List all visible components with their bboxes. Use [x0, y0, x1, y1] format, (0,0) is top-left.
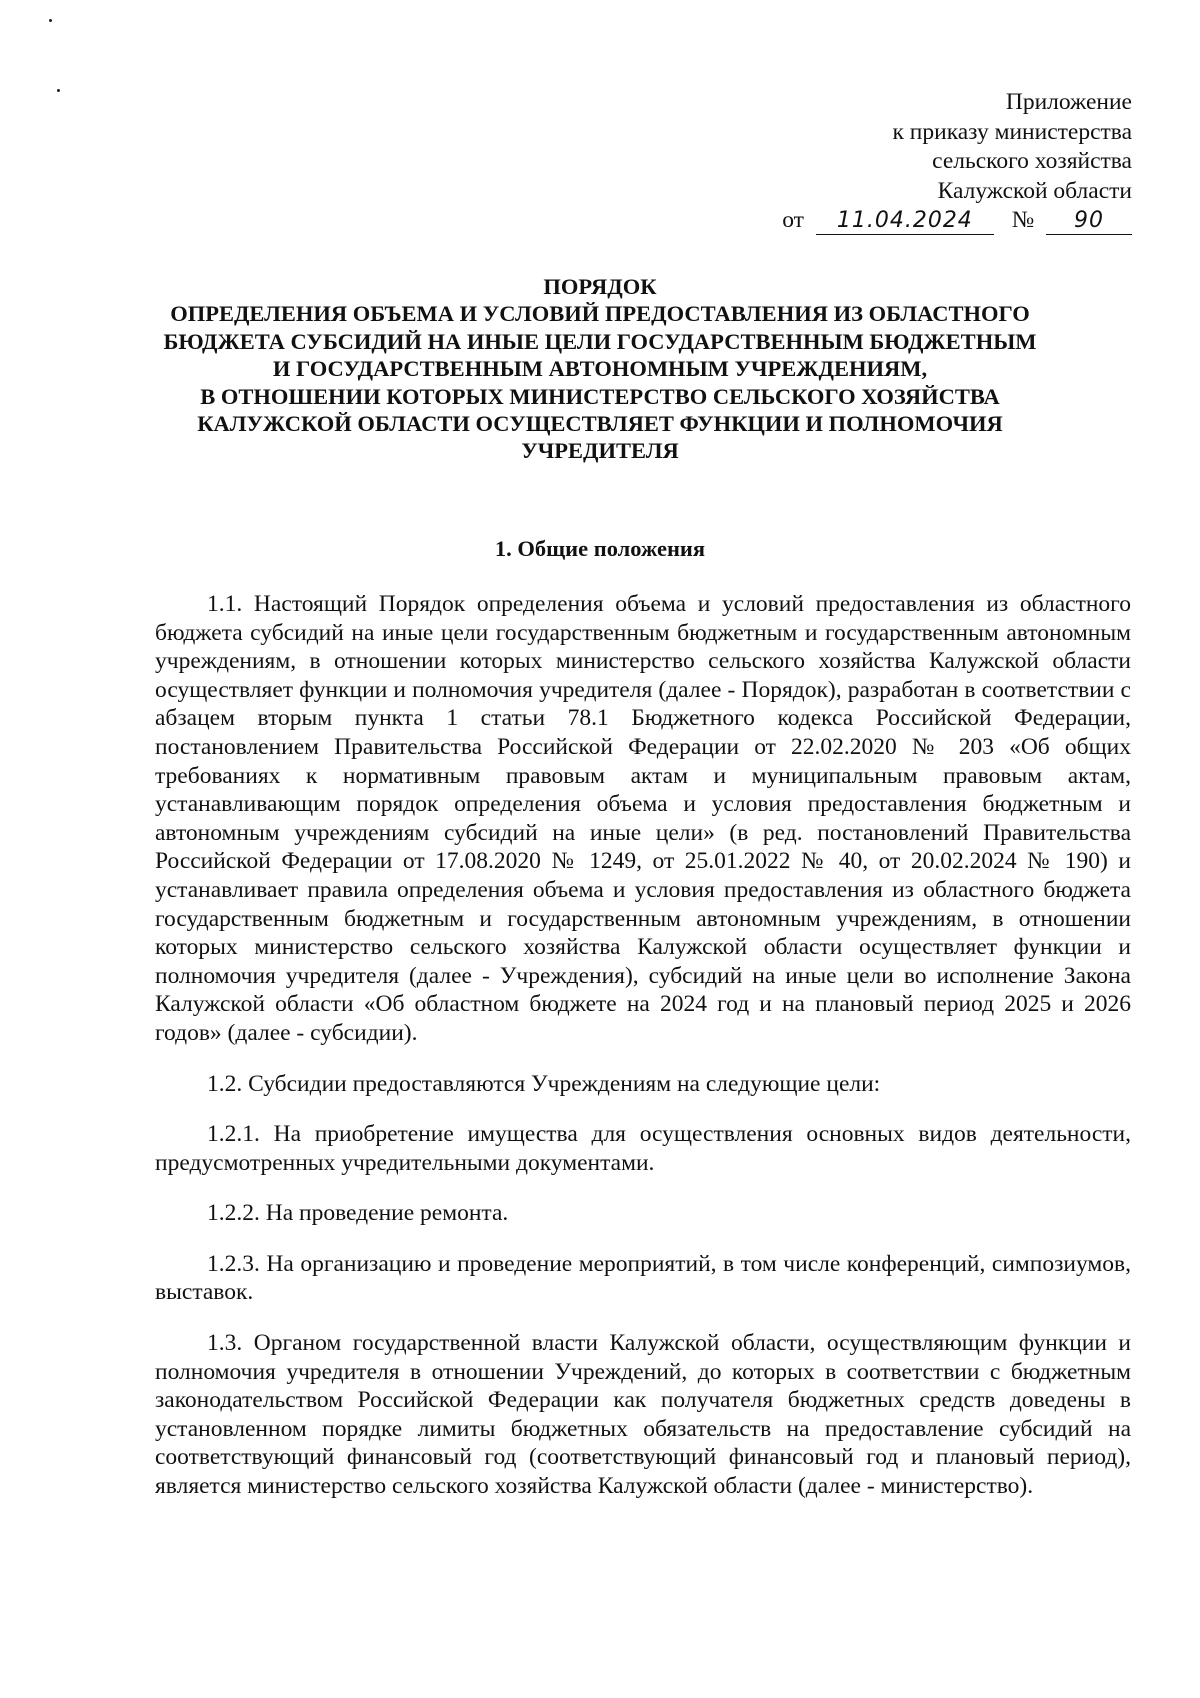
scan-speck: [57, 89, 60, 92]
paragraph-1-2-2: 1.2.2. На проведение ремонта.: [207, 1200, 509, 1227]
handwritten-date: 11.04.2024: [816, 208, 994, 235]
paragraph-1-2-3: 1.2.3. На организацию и проведение мероприятий, в том числе конференций, симпозиумов, выставок.: [155, 1250, 1131, 1306]
section-heading: 1. Общие положения: [494, 536, 706, 561]
document-title: [130, 273, 1070, 465]
paragraph-1-1: 1.1. Настоящий Порядок определения объема и условий предоставления из областного бюджета субсидий на иные цели государственным бюджетным и государственным автономным учреждениям, в отношении которых министерство сельского хозяйства Калужской области осуществляет функции и полномочия учредителя (далее - Порядок), разработан в соответствии с абзацем вторым пункта 1 статьи 78.1 Бюджетного кодекса Российской Федерации, постановлением Правительства Российской Федерации от 22.02.2020 № 203 «Об общих требованиях к нормативным правовым актам и муниципальным правовым актам, устанавливающим порядок определения объема и условия предоставления бюджетным и автономным учреждениям субсидий на иные цели» (в ред. постановлений Правительства Российской Федерации от 17.08.2020 № 1249, от 25.01.2022 № 40, от 20.02.2024 № 190) и устанавливает правила определения объема и условия предоставления из областного бюджета государственным бюджетным и государственным автономным учреждениям, в отношении которых министерство сельского хозяйства Калужской области осуществляет функции и полномочия учредителя (далее - Учреждения), субсидий на иные цели во исполнение Закона Калужской области «Об областном бюджете на 2024 год и на плановый период 2025 и 2026 годов» (далее - субсидии).: [155, 591, 1131, 1046]
title-line: УЧРЕДИТЕЛЯ: [521, 438, 679, 464]
title-line: В ОТНОШЕНИИ КОТОРЫХ МИНИСТЕРСТВО СЕЛЬСКОГО ХОЗЯЙСТВА: [200, 383, 1000, 409]
appendix-label: Приложение: [1005, 89, 1132, 115]
title-line: И ГОСУДАРСТВЕННЫМ АВТОНОМНЫМ УЧРЕЖДЕНИЯМ,: [272, 356, 928, 382]
number-label: №: [1011, 207, 1035, 233]
paragraph-1-3: 1.3. Органом государственной власти Калужской области, осуществляющим функции и полномочия учредителя в отношении Учреждений, до которых в соответствии с бюджетным законодательством Российской Федерации как получателя бюджетных средств доведены в установленном порядке лимиты бюджетных обязательств на предоставление субсидий на соответствующий финансовый год (соответствующий финансовый год и плановый период), является министерство сельского хозяйства Калужской области (далее - министерство).: [155, 1330, 1131, 1500]
appendix-date-number-line: [782, 206, 1132, 236]
title-line: ОПРЕДЕЛЕНИЯ ОБЪЕМА И УСЛОВИЙ ПРЕДОСТАВЛЕНИЯ ИЗ ОБЛАСТНОГО: [170, 301, 1030, 327]
appendix-ministry: сельского хозяйства: [932, 148, 1132, 174]
document-body: [155, 590, 1131, 1523]
appendix-header: [782, 88, 1132, 236]
title-line: КАЛУЖСКОЙ ОБЛАСТИ ОСУЩЕСТВЛЯЕТ ФУНКЦИИ И ПОЛНОМОЧИЯ: [197, 411, 1003, 437]
handwritten-number: 90: [1046, 208, 1132, 235]
title-line: БЮДЖЕТА СУБСИДИЙ НА ИНЫЕ ЦЕЛИ ГОСУДАРСТВЕННЫМ БЮДЖЕТНЫМ: [163, 328, 1037, 354]
scan-speck: [49, 19, 52, 22]
date-prefix: от: [782, 207, 804, 233]
appendix-order-ref: к приказу министерства: [892, 118, 1132, 145]
paragraph-1-2-1: 1.2.1. На приобретение имущества для осуществления основных видов деятельности, предусмотренных учредительными документами.: [155, 1121, 1131, 1176]
title-line: ПОРЯДОК: [543, 274, 657, 299]
appendix-region: Калужской области: [937, 177, 1132, 204]
paragraph-1-2: 1.2. Субсидии предоставляются Учреждениям на следующие цели:: [207, 1070, 881, 1097]
